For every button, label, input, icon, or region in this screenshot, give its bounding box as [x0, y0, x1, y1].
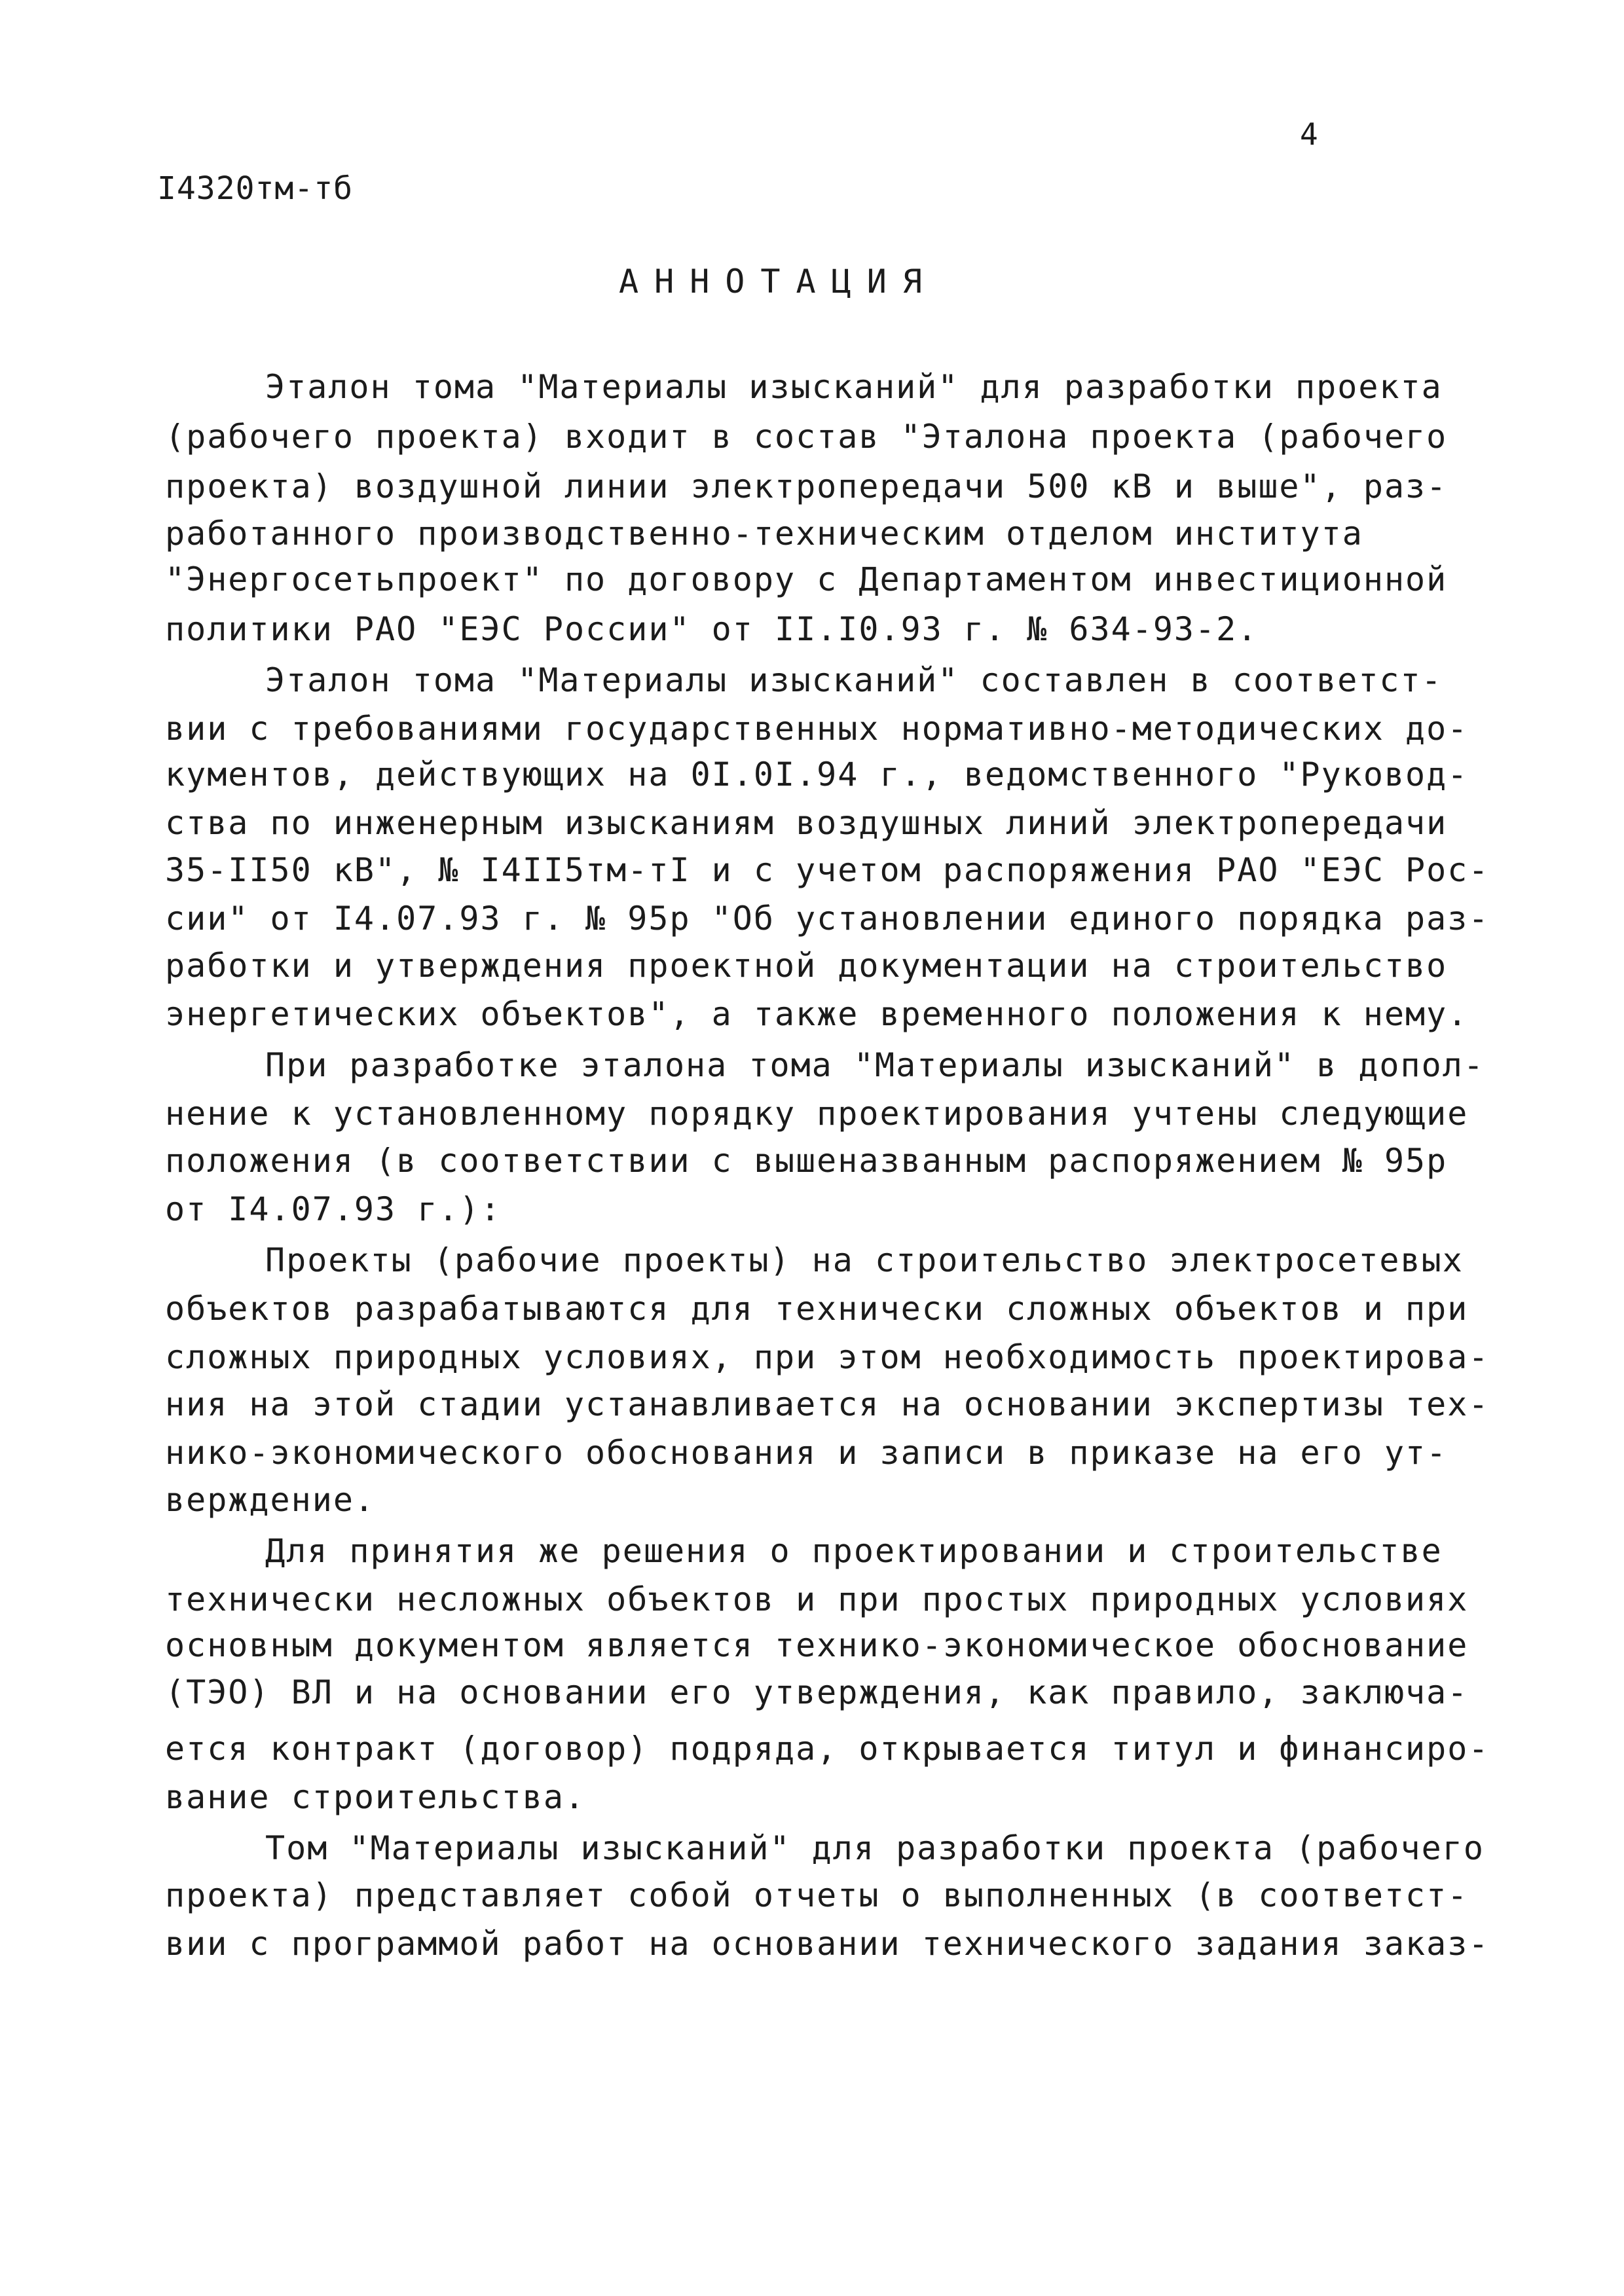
- text-line: верждение.: [165, 1481, 376, 1519]
- text-line: сии" от I4.07.93 г. № 95р "Об установлении единого порядка раз-: [165, 900, 1490, 938]
- document-code: I4320тм-тб: [157, 170, 353, 207]
- text-line: технически несложных объектов и при простых природных условиях: [165, 1580, 1469, 1618]
- text-line: 35-II50 кВ", № I4II5тм-тI и с учетом распоряжения РАО "ЕЭС Рос-: [165, 851, 1490, 889]
- page-title: АННОТАЦИЯ: [619, 263, 938, 301]
- text-line: основным документом является технико-экономическое обоснование: [165, 1626, 1469, 1664]
- text-line: от I4.07.93 г.):: [165, 1190, 502, 1228]
- text-line: ется контракт (договор) подряда, открывается титул и финансиро-: [165, 1730, 1490, 1768]
- text-line: ства по инженерным изысканиям воздушных линий электропередачи: [165, 804, 1448, 842]
- text-line: вание строительства.: [165, 1778, 586, 1816]
- text-line: Том "Материалы изысканий" для разработки проекта (рабочего: [265, 1829, 1485, 1867]
- text-line: вии с требованиями государственных нормативно-методических до-: [165, 710, 1469, 748]
- text-line: сложных природных условиях, при этом необходимость проектирова-: [165, 1338, 1490, 1376]
- text-line: "Энергосетьпроект" по договору с Департаментом инвестиционной: [165, 560, 1448, 598]
- text-line: Для принятия же решения о проектировании и строительстве: [265, 1532, 1443, 1570]
- text-line: Эталон тома "Материалы изысканий" для разработки проекта: [265, 368, 1443, 406]
- text-line: (рабочего проекта) входит в состав "Эталона проекта (рабочего: [165, 418, 1448, 456]
- text-line: Эталон тома "Материалы изысканий" составлен в соответст-: [265, 661, 1443, 699]
- text-line: работанного производственно-техническим отделом института: [165, 515, 1363, 553]
- text-line: проекта) представляет собой отчеты о выполненных (в соответст-: [165, 1876, 1469, 1914]
- page-number: 4: [1300, 117, 1318, 152]
- text-line: Проекты (рабочие проекты) на строительство электросетевых: [265, 1241, 1464, 1279]
- text-line: положения (в соответствии с вышеназванным распоряжением № 95р: [165, 1142, 1448, 1180]
- text-line: кументов, действующих на 0I.0I.94 г., ведомственного "Руковод-: [165, 756, 1469, 793]
- text-line: вии с программой работ на основании технического задания заказ-: [165, 1925, 1490, 1963]
- text-line: При разработке эталона тома "Материалы изысканий" в допол-: [265, 1046, 1485, 1084]
- text-line: (ТЭО) ВЛ и на основании его утверждения, как правило, заключа-: [165, 1673, 1469, 1711]
- text-line: проекта) воздушной линии электропередачи 500 кВ и выше", раз-: [165, 467, 1448, 505]
- text-line: нико-экономического обоснования и записи в приказе на его ут-: [165, 1434, 1448, 1472]
- text-line: ния на этой стадии устанавливается на основании экспертизы тех-: [165, 1385, 1490, 1423]
- text-line: политики РАО "ЕЭС России" от II.I0.93 г. № 634-93-2.: [165, 610, 1259, 648]
- text-line: объектов разрабатываются для технически сложных объектов и при: [165, 1290, 1469, 1328]
- text-line: нение к установленному порядку проектирования учтены следующие: [165, 1095, 1469, 1133]
- text-line: работки и утверждения проектной документации на строительство: [165, 947, 1448, 985]
- text-line: энергетических объектов", а также временного положения к нему.: [165, 995, 1469, 1033]
